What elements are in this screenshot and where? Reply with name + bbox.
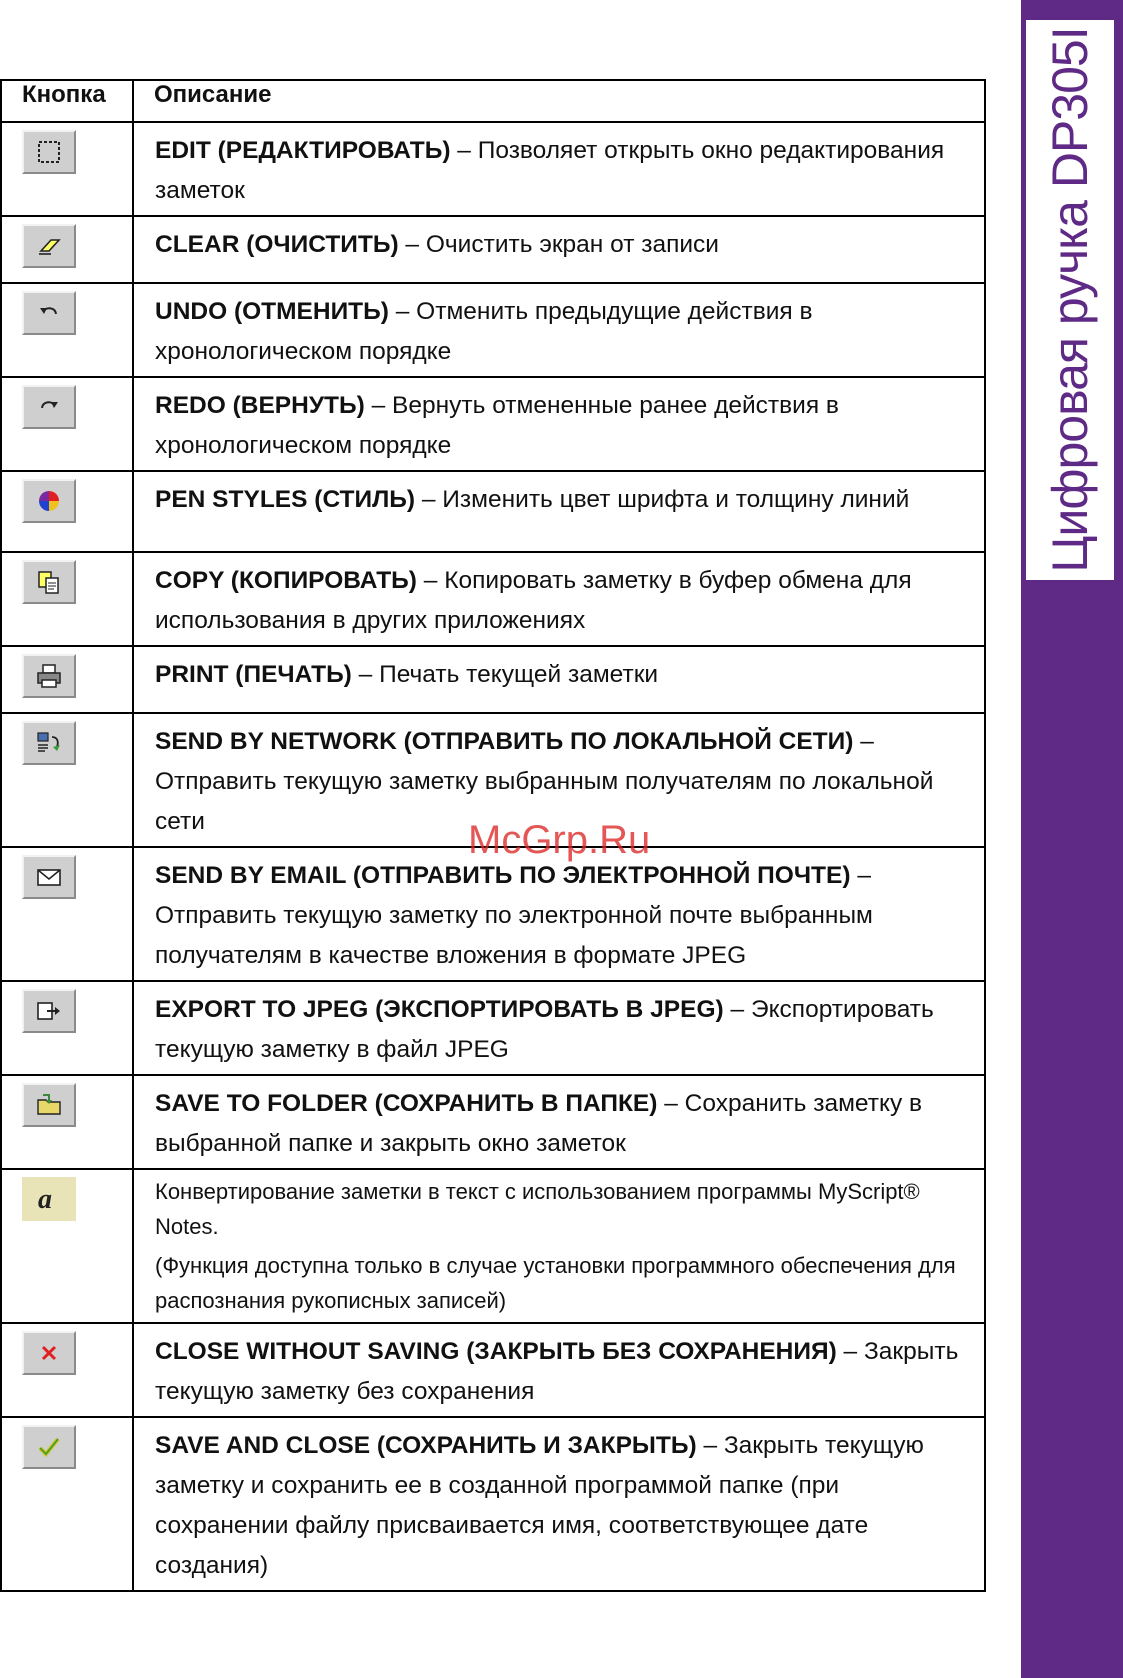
table-row	[1, 1323, 985, 1417]
checkmark-icon	[35, 1433, 63, 1461]
email-icon	[35, 863, 63, 891]
side-title-box	[1026, 20, 1114, 580]
row-description	[133, 713, 985, 847]
eraser-icon	[35, 232, 63, 260]
table-row	[1, 122, 985, 216]
table-row	[1, 847, 985, 981]
close-icon	[35, 1339, 63, 1367]
table-row	[1, 713, 985, 847]
row-text: – Закрыть текущую заметку и сохранить ее в созданной программой папке (при сохранении файлу присваивается имя, соответствующее дате создания)	[155, 1432, 924, 1579]
pen-styles-icon	[35, 487, 63, 515]
row-description	[133, 122, 985, 216]
row-term: COPY (КОПИРОВАТЬ)	[155, 567, 417, 594]
copy-button[interactable]	[22, 560, 76, 604]
table-row	[1, 283, 985, 377]
send-by-email-button[interactable]	[22, 855, 76, 899]
row-term: EXPORT TO JPEG (ЭКСПОРТИРОВАТЬ В JPEG)	[155, 996, 724, 1023]
row-term: CLOSE WITHOUT SAVING (ЗАКРЫТЬ БЕЗ СОХРАНЕНИЯ)	[155, 1338, 837, 1365]
undo-button[interactable]	[22, 291, 76, 335]
table-header-row	[1, 80, 985, 122]
copy-icon	[35, 568, 63, 596]
table-row	[1, 1169, 985, 1323]
table-row	[1, 471, 985, 552]
row-description	[133, 471, 985, 552]
row-text: – Отправить текущую заметку выбранным получателям по локальной сети	[155, 728, 934, 835]
send-network-icon	[35, 729, 63, 757]
clear-button[interactable]	[22, 224, 76, 268]
side-title: Цифровая ручка DP305I	[1042, 27, 1098, 573]
row-term: EDIT (РЕДАКТИРОВАТЬ)	[155, 137, 451, 164]
row-term: UNDO (ОТМЕНИТЬ)	[155, 298, 389, 325]
row-text: – Очистить экран от записи	[398, 231, 719, 258]
watermark: McGrp.Ru	[468, 818, 651, 862]
toolbar-buttons-table	[0, 79, 986, 1592]
table-row	[1, 1417, 985, 1591]
row-term: CLEAR (ОЧИСТИТЬ)	[155, 231, 399, 258]
table-row	[1, 1075, 985, 1169]
text-convert-icon	[35, 1185, 63, 1213]
table-row	[1, 377, 985, 471]
table-row	[1, 646, 985, 713]
header-button: Кнопка	[1, 80, 133, 122]
row-term: PEN STYLES (СТИЛЬ)	[155, 486, 416, 513]
row-note: (Функция доступна только в случае установки программного обеспечения для распознания рукописных записей)	[155, 1253, 956, 1313]
send-by-network-button[interactable]	[22, 721, 76, 765]
row-text: – Изменить цвет шрифта и толщину линий	[415, 486, 910, 513]
row-text: Конвертирование заметки в текст с использованием программы MyScript® Notes.	[155, 1179, 920, 1239]
print-button[interactable]	[22, 654, 76, 698]
edit-button[interactable]	[22, 130, 76, 174]
row-text: – Отменить предыдущие действия в хронологическом порядке	[155, 298, 813, 365]
row-text: – Печать текущей заметки	[351, 661, 659, 688]
row-text: – Отправить текущую заметку по электронной почте выбранным получателям в качестве вложения в формате JPEG	[155, 862, 873, 969]
row-text: – Вернуть отмененные ранее действия в хронологическом порядке	[155, 392, 839, 459]
row-description	[133, 1169, 985, 1323]
row-text: – Закрыть текущую заметку без сохранения	[155, 1338, 959, 1405]
row-term: SAVE AND CLOSE (СОХРАНИТЬ И ЗАКРЫТЬ)	[155, 1432, 697, 1459]
row-description	[133, 216, 985, 283]
row-term: PRINT (ПЕЧАТЬ)	[155, 661, 352, 688]
row-description	[133, 552, 985, 646]
row-description	[133, 847, 985, 981]
row-description	[133, 283, 985, 377]
pen-styles-button[interactable]	[22, 479, 76, 523]
row-term: SEND BY NETWORK (ОТПРАВИТЬ ПО ЛОКАЛЬНОЙ СЕТИ)	[155, 728, 854, 755]
table-row	[1, 552, 985, 646]
undo-icon	[35, 299, 63, 327]
row-description	[133, 981, 985, 1075]
row-term: REDO (ВЕРНУТЬ)	[155, 392, 365, 419]
row-text: – Сохранить заметку в выбранной папке и закрыть окно заметок	[155, 1090, 923, 1157]
redo-button[interactable]	[22, 385, 76, 429]
row-text: – Копировать заметку в буфер обмена для использования в других приложениях	[155, 567, 912, 634]
export-to-jpeg-button[interactable]	[22, 989, 76, 1033]
row-description	[133, 1417, 985, 1591]
close-without-saving-button[interactable]	[22, 1331, 76, 1375]
redo-icon	[35, 393, 63, 421]
table-row	[1, 981, 985, 1075]
row-description	[133, 1075, 985, 1169]
row-description	[133, 1323, 985, 1417]
svg-text:a: a	[38, 1185, 52, 1213]
row-text: – Позволяет открыть окно редактирования заметок	[155, 137, 945, 204]
table-row	[1, 216, 985, 283]
row-term: SEND BY EMAIL (ОТПРАВИТЬ ПО ЭЛЕКТРОННОЙ ПОЧТЕ)	[155, 862, 851, 889]
edit-icon	[35, 138, 63, 166]
convert-to-text-button[interactable]	[22, 1177, 76, 1221]
export-icon	[35, 997, 63, 1025]
save-folder-icon	[35, 1091, 63, 1119]
row-text: – Экспортировать текущую заметку в файл JPEG	[155, 996, 934, 1063]
row-description	[133, 377, 985, 471]
header-description: Описание	[133, 80, 985, 122]
save-to-folder-button[interactable]	[22, 1083, 76, 1127]
row-description	[133, 646, 985, 713]
print-icon	[35, 662, 63, 690]
save-and-close-button[interactable]	[22, 1425, 76, 1469]
row-term: SAVE TO FOLDER (СОХРАНИТЬ В ПАПКЕ)	[155, 1090, 658, 1117]
